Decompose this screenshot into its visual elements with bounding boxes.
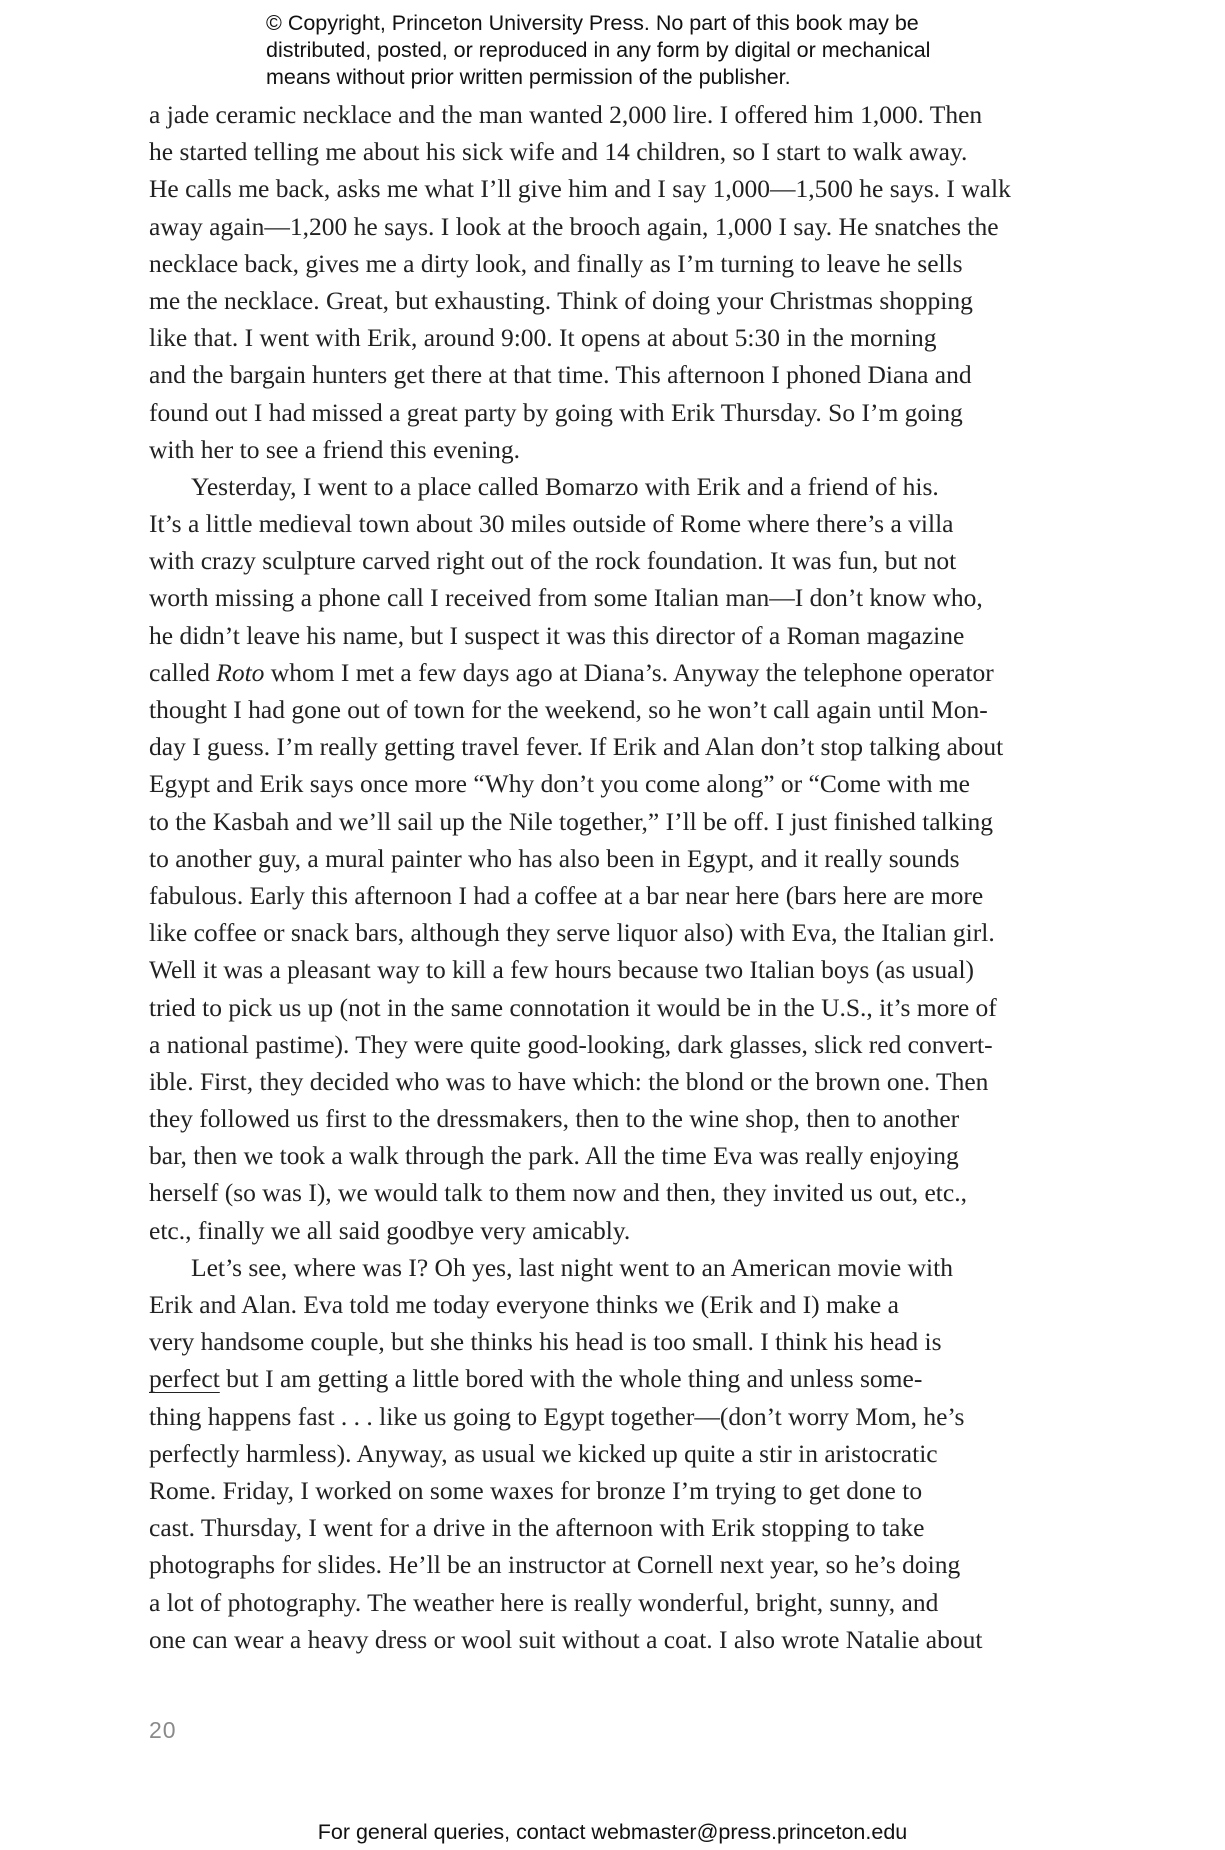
text-line: away again—1,200 he says. I look at the brooch again, 1,000 I say. He snatches the [149, 211, 999, 241]
underlined-word-perfect: perfect [149, 1364, 220, 1394]
text-line: thing happens fast . . . like us going to Egypt together—(don’t worry Mom, he’s [149, 1401, 965, 1431]
text-line: Erik and Alan. Eva told me today everyone thinks we (Erik and I) make a [149, 1290, 899, 1319]
text-line: ible. First, they decided who was to have which: the blond or the brown one. Then [149, 1066, 989, 1096]
text-line: very handsome couple, but she thinks his head is too small. I think his head is [149, 1327, 942, 1357]
text-line: me the necklace. Great, but exhausting. Think of doing your Christmas shopping [149, 285, 973, 315]
text-line: he started telling me about his sick wife and 14 children, so I start to walk away. [149, 137, 968, 167]
text-line: perfectly harmless). Anyway, as usual we kicked up quite a stir in aristocratic [149, 1438, 938, 1468]
text-line: he didn’t leave his name, but I suspect it was this director of a Roman magazine [149, 620, 965, 650]
text-line: with crazy sculpture carved right out of the rock foundation. It was fun, but not [149, 546, 957, 576]
text-line: Egypt and Erik says once more “Why don’t you come along” or “Come with me [149, 769, 970, 799]
text-line: a jade ceramic necklace and the man wanted 2,000 lire. I offered him 1,000. Then [149, 100, 983, 129]
text-line: tried to pick us up (not in the same connotation it would be in the U.S., it’s more of [149, 992, 997, 1022]
paragraph-start-line: Yesterday, I went to a place called Bomarzo with Erik and a friend of his. [191, 471, 939, 501]
text-line: found out I had missed a great party by going with Erik Thursday. So I’m going [149, 397, 963, 427]
page-number: 20 [149, 1717, 177, 1743]
text-line: one can wear a heavy dress or wool suit without a coat. I also wrote Natalie about [149, 1624, 983, 1654]
paragraph-start-line: Let’s see, where was I? Oh yes, last night went to an American movie with [191, 1252, 953, 1282]
text-line: a national pastime). They were quite good-looking, dark glasses, slick red convert- [149, 1029, 993, 1059]
footer-contact: For general queries, contact webmaster@press.princeton.edu [317, 1820, 908, 1844]
perfect-after: but I am getting a little bored with the whole thing and unless some- [219, 1364, 923, 1394]
text-line: bar, then we took a walk through the park. All the time Eva was really enjoying [149, 1141, 959, 1171]
text-line: like that. I went with Erik, around 9:00. It opens at about 5:30 in the morning [149, 323, 937, 353]
text-line: Rome. Friday, I worked on some waxes for bronze I’m trying to get done to [149, 1475, 923, 1505]
roto-after: whom I met a few days ago at Diana’s. Anyway the telephone operator [264, 657, 994, 687]
text-line: and the bargain hunters get there at that time. This afternoon I phoned Diana and [149, 360, 972, 390]
text-line-perfect [149, 1360, 1069, 1397]
text-line: with her to see a friend this evening. [149, 434, 521, 464]
text-line-roto [149, 654, 1069, 691]
text-line: It’s a little medieval town about 30 miles outside of Rome where there’s a villa [149, 509, 954, 539]
text-line: cast. Thursday, I went for a drive in the afternoon with Erik stopping to take [149, 1513, 925, 1543]
copyright-line: © Copyright, Princeton University Press. No part of this book may be [266, 11, 919, 35]
text-line: Well it was a pleasant way to kill a few hours because two Italian boys (as usual) [149, 955, 975, 985]
text-line: photographs for slides. He’ll be an instructor at Cornell next year, so he’s doing [149, 1550, 961, 1580]
magazine-title-roto: Roto [216, 657, 265, 687]
text-line: like coffee or snack bars, although they serve liquor also) with Eva, the Italian girl. [149, 918, 995, 948]
text-line: necklace back, gives me a dirty look, and finally as I’m turning to leave he sells [149, 248, 963, 278]
text-line: worth missing a phone call I received from some Italian man—I don’t know who, [149, 583, 983, 613]
text-line: herself (so was I), we would talk to them now and then, they invited us out, etc., [149, 1178, 967, 1208]
text-line: they followed us first to the dressmakers, then to the wine shop, then to another [149, 1104, 960, 1134]
text-line: etc., finally we all said goodbye very amicably. [149, 1215, 631, 1245]
text-line: day I guess. I’m really getting travel fever. If Erik and Alan don’t stop talking about [149, 732, 1004, 762]
copyright-line: distributed, posted, or reproduced in any form by digital or mechanical [266, 38, 931, 62]
text-line: a lot of photography. The weather here is really wonderful, bright, sunny, and [149, 1587, 939, 1617]
text-line: fabulous. Early this afternoon I had a coffee at a bar near here (bars here are more [149, 880, 984, 910]
text-line: to another guy, a mural painter who has also been in Egypt, and it really sounds [149, 843, 960, 873]
copyright-line: means without prior written permission of the publisher. [266, 65, 791, 89]
roto-before: called [149, 657, 217, 687]
book-page-text [149, 96, 1069, 1658]
text-line: to the Kasbah and we’ll sail up the Nile together,” I’ll be off. I just finished talking [149, 806, 994, 836]
text-line: thought I had gone out of town for the weekend, so he won’t call again until Mon- [149, 695, 988, 724]
text-line: He calls me back, asks me what I’ll give him and I say 1,000—1,500 he says. I walk [149, 174, 1011, 204]
copyright-notice [266, 10, 986, 91]
